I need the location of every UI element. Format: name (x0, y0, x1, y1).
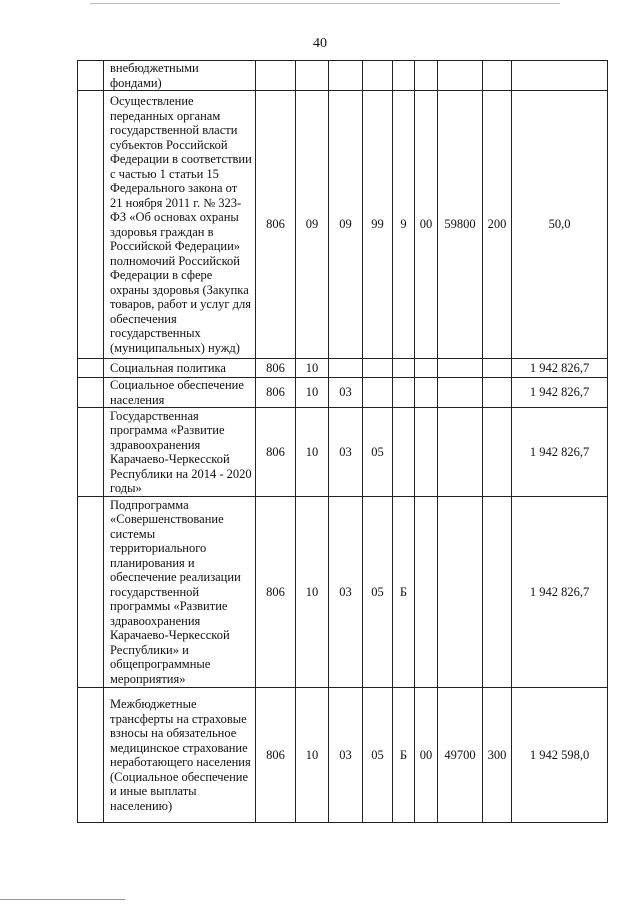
amount-cell: 1 942 826,7 (512, 408, 608, 497)
code-cell: 05 (363, 497, 393, 688)
code-cell: 9 (393, 91, 415, 359)
code-cell (438, 359, 483, 378)
code-cell: 03 (329, 497, 363, 688)
code-cell (483, 61, 512, 91)
number-cell (78, 497, 104, 688)
code-cell (438, 408, 483, 497)
table-row (78, 359, 608, 378)
code-cell: 59800 (438, 91, 483, 359)
code-cell: 05 (363, 408, 393, 497)
code-cell (393, 378, 415, 408)
code-cell (415, 497, 438, 688)
amount-cell: 1 942 826,7 (512, 378, 608, 408)
code-cell (483, 408, 512, 497)
code-cell (438, 378, 483, 408)
amount-cell: 50,0 (512, 91, 608, 359)
table-row (78, 688, 608, 823)
code-cell: 09 (296, 91, 329, 359)
code-cell: 03 (329, 688, 363, 823)
table-row (78, 61, 608, 91)
code-cell: 10 (296, 378, 329, 408)
item-name-cell: Государственная программа «Развитие здравоохранения Карачаево-Черкесской Республики на 2014 - 2020 годы» (104, 408, 256, 497)
amount-cell: 1 942 598,0 (512, 688, 608, 823)
item-name-cell: внебюджетными фондами) (104, 61, 256, 91)
code-cell (363, 61, 393, 91)
number-cell (78, 91, 104, 359)
code-cell (393, 359, 415, 378)
amount-cell (512, 61, 608, 91)
item-name-cell: Подпрограмма «Совершенствование системы территориального планирования и обеспечение реализации государственной программы «Развитие здравоохранения Карачаево-Черкесской Республики» и общепрограммные мероприятия» (104, 497, 256, 688)
item-name-cell: Социальное обеспечение населения (104, 378, 256, 408)
code-cell (483, 497, 512, 688)
code-cell (438, 497, 483, 688)
table-row (78, 497, 608, 688)
code-cell (415, 359, 438, 378)
code-cell (329, 61, 363, 91)
code-cell (329, 359, 363, 378)
number-cell (78, 688, 104, 823)
number-cell (78, 408, 104, 497)
footer-rule (0, 899, 125, 900)
code-cell: 200 (483, 91, 512, 359)
code-cell: 03 (329, 378, 363, 408)
amount-cell: 1 942 826,7 (512, 359, 608, 378)
amount-cell: 1 942 826,7 (512, 497, 608, 688)
code-cell: 99 (363, 91, 393, 359)
item-name-cell: Осуществление переданных органам государственной власти субъектов Российской Федерации в соответствии с частью 1 статьи 15 Федерального закона от 21 ноября 2011 г. № 323-ФЗ «Об основах охраны здоровья граждан в Российской Федерации» полномочий Российской Федерации в сфере охраны здоровья (Закупка товаров, работ и услуг для обеспечения государственных (муниципальных) нужд) (104, 91, 256, 359)
code-cell: 806 (256, 91, 296, 359)
number-cell (78, 359, 104, 378)
code-cell: 10 (296, 359, 329, 378)
code-cell: 806 (256, 408, 296, 497)
code-cell: 300 (483, 688, 512, 823)
code-cell (363, 359, 393, 378)
code-cell (363, 378, 393, 408)
code-cell: 05 (363, 688, 393, 823)
code-cell: 806 (256, 359, 296, 378)
code-cell (393, 61, 415, 91)
number-cell (78, 61, 104, 91)
code-cell: 10 (296, 497, 329, 688)
code-cell: 00 (415, 688, 438, 823)
code-cell: 03 (329, 408, 363, 497)
table-row (78, 91, 608, 359)
code-cell (256, 61, 296, 91)
code-cell: 10 (296, 408, 329, 497)
code-cell (483, 359, 512, 378)
table-row (78, 378, 608, 408)
code-cell: 806 (256, 378, 296, 408)
code-cell (415, 408, 438, 497)
code-cell: 49700 (438, 688, 483, 823)
code-cell (296, 61, 329, 91)
item-name-cell: Межбюджетные трансферты на страховые взносы на обязательное медицинское страхование неработающего населения (Социальное обеспечение и иные выплаты населению) (104, 688, 256, 823)
code-cell: 10 (296, 688, 329, 823)
code-cell (438, 61, 483, 91)
top-scan-edge (90, 3, 560, 4)
code-cell: 09 (329, 91, 363, 359)
table-row (78, 408, 608, 497)
number-cell (78, 378, 104, 408)
item-name-cell: Социальная политика (104, 359, 256, 378)
code-cell (393, 408, 415, 497)
code-cell: 00 (415, 91, 438, 359)
code-cell: Б (393, 497, 415, 688)
page-number: 40 (313, 36, 327, 51)
code-cell: Б (393, 688, 415, 823)
code-cell (415, 378, 438, 408)
code-cell: 806 (256, 688, 296, 823)
code-cell (415, 61, 438, 91)
budget-table (77, 60, 608, 823)
code-cell: 806 (256, 497, 296, 688)
code-cell (483, 378, 512, 408)
